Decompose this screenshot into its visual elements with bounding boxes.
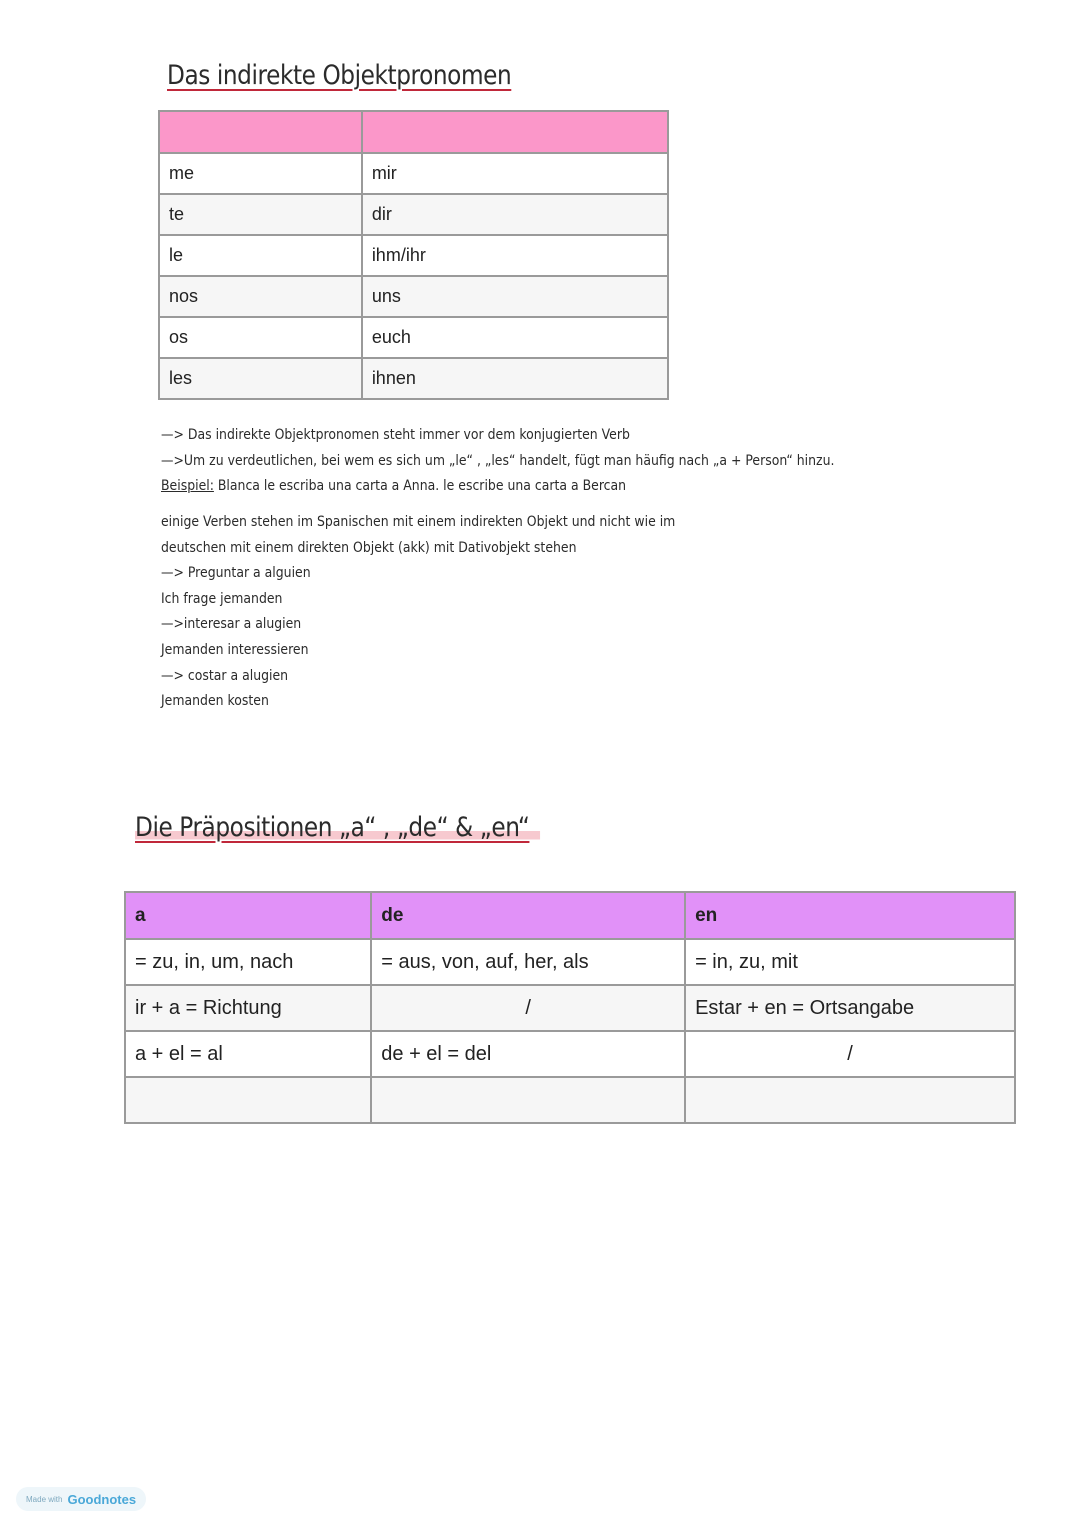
- table-row: [125, 985, 1015, 1031]
- spanish-pronoun-cell: nos: [159, 276, 362, 317]
- note-line: Ich frage jemanden: [161, 590, 283, 607]
- table-row: [159, 153, 668, 194]
- table-row: [159, 358, 668, 399]
- table-row: [159, 276, 668, 317]
- pronoun-rules-notes: [161, 423, 834, 500]
- german-pronoun-cell: euch: [362, 317, 668, 358]
- table-row: [159, 194, 668, 235]
- table-row: [159, 235, 668, 276]
- preposition-cell: a + el = al: [125, 1031, 371, 1077]
- preposition-cell: Estar + en = Ortsangabe: [685, 985, 1015, 1031]
- section-title-prepositions: Die Präpositionen „a“ , „de“ & „en“: [135, 812, 540, 843]
- badge-brand-text: Goodnotes: [67, 1491, 137, 1507]
- table-row: [125, 1077, 1015, 1123]
- preposition-cell: [685, 1077, 1015, 1123]
- note-line: deutschen mit einem direkten Objekt (akk) mit Dativobjekt stehen: [161, 539, 577, 556]
- preposition-cell: ir + a = Richtung: [125, 985, 371, 1031]
- badge-made-with-text: Made with: [26, 1494, 63, 1504]
- preposition-cell: = zu, in, um, nach: [125, 939, 371, 985]
- table-row: [125, 939, 1015, 985]
- note-line: —> Preguntar a alguien: [161, 565, 311, 582]
- preposition-cell: [125, 1077, 371, 1123]
- note-line: —>interesar a alugien: [161, 616, 302, 633]
- made-with-goodnotes-badge: [16, 1487, 146, 1511]
- preposition-table-header-row: [125, 892, 1015, 939]
- note-line: —>Um zu verdeutlichen, bei wem es sich um „le“ , „les“ handelt, fügt man häufig nach „a + Person“ hinzu.: [161, 452, 835, 469]
- spanish-pronoun-cell: me: [159, 153, 362, 194]
- pronoun-header-cell-spanish: [159, 111, 362, 153]
- example-text: Blanca le escriba una carta a Anna. le escribe una carta a Bercan: [213, 478, 627, 495]
- note-line: Jemanden kosten: [161, 693, 269, 710]
- example-line: [161, 474, 834, 500]
- preposition-cell: /: [371, 985, 685, 1031]
- table-row: [125, 1031, 1015, 1077]
- pronoun-table-header-row: [159, 111, 668, 153]
- preposition-cell: = in, zu, mit: [685, 939, 1015, 985]
- pronoun-table: [158, 110, 669, 400]
- german-pronoun-cell: uns: [362, 276, 668, 317]
- preposition-cell: /: [685, 1031, 1015, 1077]
- german-pronoun-cell: ihnen: [362, 358, 668, 399]
- note-line: einige Verben stehen im Spanischen mit einem indirekten Objekt und nicht wie im: [161, 514, 676, 530]
- note-line: —> Das indirekte Objektpronomen steht immer vor dem konjugierten Verb: [161, 427, 630, 443]
- preposition-header-a: a: [125, 892, 371, 939]
- preposition-cell: = aus, von, auf, her, als: [371, 939, 685, 985]
- section-title-indirect-pronouns: Das indirekte Objektpronomen: [167, 60, 512, 91]
- german-pronoun-cell: mir: [362, 153, 668, 194]
- preposition-header-de: de: [371, 892, 685, 939]
- note-line: —> costar a alugien: [161, 667, 289, 684]
- spanish-pronoun-cell: te: [159, 194, 362, 235]
- spanish-pronoun-cell: le: [159, 235, 362, 276]
- preposition-cell: de + el = del: [371, 1031, 685, 1077]
- spanish-pronoun-cell: os: [159, 317, 362, 358]
- german-pronoun-cell: ihm/ihr: [362, 235, 668, 276]
- pronoun-header-cell-german: [362, 111, 668, 153]
- preposition-table: [124, 891, 1016, 1124]
- preposition-cell: [371, 1077, 685, 1123]
- table-row: [159, 317, 668, 358]
- preposition-header-en: en: [685, 892, 1015, 939]
- german-pronoun-cell: dir: [362, 194, 668, 235]
- verb-notes: [161, 510, 675, 715]
- example-label: Beispiel:: [161, 478, 214, 495]
- spanish-pronoun-cell: les: [159, 358, 362, 399]
- note-line: Jemanden interessieren: [161, 641, 309, 658]
